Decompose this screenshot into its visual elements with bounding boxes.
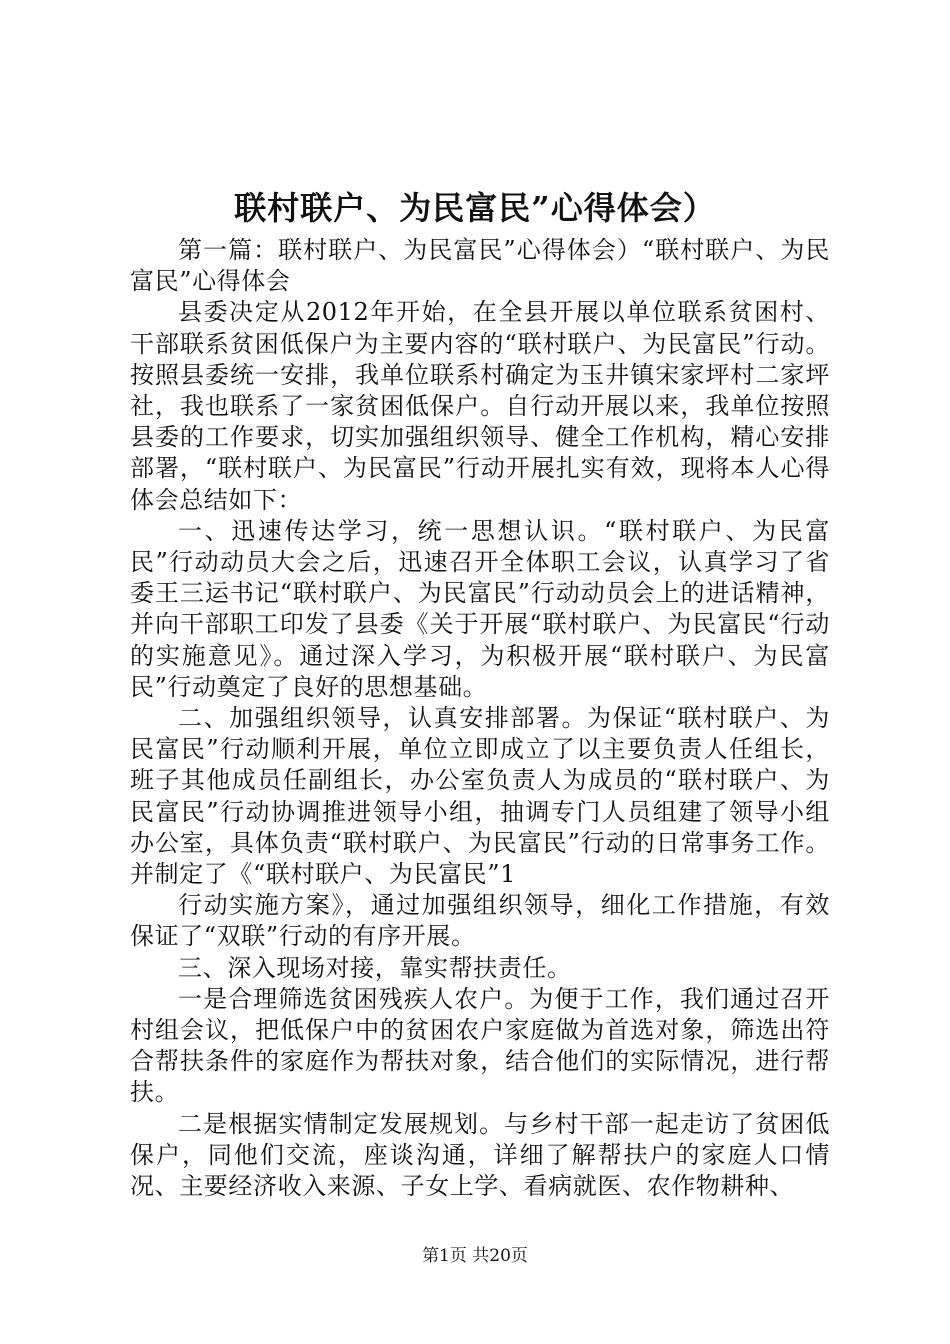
paragraph: 第一篇：联村联户、为民富民”心得体会）“联村联户、为民富民”心得体会 <box>130 236 830 296</box>
paragraph: 行动实施方案》，通过加强组织领导，细化工作措施，有效保证了“双联”行动的有序开展。 <box>130 891 830 951</box>
page-number: 第1页 共20页 <box>422 1246 528 1266</box>
paragraph: 二、加强组织领导，认真安排部署。为保证“联村联户、为民富民”行动顺利开展，单位立即成立了以主要负责人任组长，班子其他成员任副组长，办公室负责人为成员的“联村联户、为民富民”行动协调推进领导小组，抽调专门人员组建了领导小组办公室，具体负责“联村联户、为民富民”行动的日常事务工作。并制定了《“联村联户、为民富民”1 <box>130 704 830 889</box>
paragraph: 一、迅速传达学习，统一思想认识。“联村联户、为民富民”行动动员大会之后，迅速召开全体职工会议，认真学习了省委王三运书记“联村联户、为民富民”行动动员会上的进话精神，并向干部职工印发了县委《关于开展“联村联户、为民富民“行动的实施意见》。通过深入学习，为积极开展“联村联户、为民富民”行动奠定了良好的思想基础。 <box>130 516 830 701</box>
paragraph: 三、深入现场对接，靠实帮扶责任。 <box>178 953 572 982</box>
paragraph: 县委决定从2012年开始，在全县开展以单位联系贫困村、干部联系贫困低保户为主要内容的“联村联户、为民富民”行动。按照县委统一安排，我单位联系村确定为玉井镇宋家坪村二家坪社，我也联系了一家贫困低保户。自行动开展以来，我单位按照县委的工作要求，切实加强组织领导、健全工作机构，精心安排部署，“联村联户、为民富民”行动开展扎实有效，现将本人心得体会总结如下： <box>130 298 830 514</box>
document-body <box>130 235 830 1202</box>
document-title: 联村联户、为民富民”心得体会） <box>234 189 716 227</box>
paragraph: 二是根据实情制定发展规划。与乡村干部一起走访了贫困低保户，同他们交流，座谈沟通，详细了解帮扶户的家庭人口情况、主要经济收入来源、子女上学、看病就医、农作物耕种、 <box>130 1109 830 1201</box>
paragraph: 一是合理筛选贫困残疾人农户。为便于工作，我们通过召开村组会议，把低保户中的贫困农户家庭做为首选对象，筛选出符合帮扶条件的家庭作为帮扶对象，结合他们的实际情况，进行帮扶。 <box>130 984 830 1107</box>
